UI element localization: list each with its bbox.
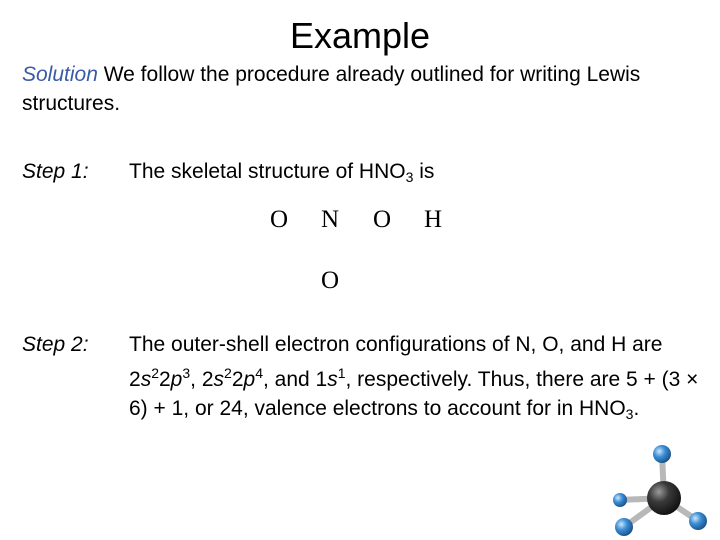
solution-text: We follow the procedure already outlined for writing Lewis structures. xyxy=(22,63,641,115)
step1-label: Step 1: xyxy=(22,160,89,183)
step2-orbital-s-1: s xyxy=(140,368,152,391)
molecule-atom-left xyxy=(615,518,633,536)
step2-orbital-s-3: s xyxy=(327,368,338,391)
slide-title: Example xyxy=(289,15,431,56)
step2-exp-2: 3 xyxy=(182,365,191,381)
step1-text xyxy=(129,157,704,192)
step2-part-4: 2 xyxy=(231,368,244,391)
step2-end: . xyxy=(633,397,640,420)
step1-text-main: The skeletal structure of HNO xyxy=(129,160,406,183)
skeleton-atom-h: H xyxy=(423,206,443,233)
molecule-atom-back xyxy=(613,493,627,507)
step2-exp-1: 2 xyxy=(151,365,159,381)
skeleton-atom-o1: O xyxy=(269,206,289,233)
molecule-model-icon xyxy=(600,440,715,540)
step2-subscript: 3 xyxy=(625,406,634,422)
step2-part-2: 2 xyxy=(158,368,171,391)
step2-exp-4: 4 xyxy=(255,365,263,381)
step2-part-5: , and 1 xyxy=(262,368,328,391)
solution-paragraph xyxy=(22,60,702,118)
skeleton-atom-o3: O xyxy=(320,267,340,294)
molecule-atom-center xyxy=(647,481,681,515)
skeleton-atom-n: N xyxy=(320,206,340,233)
molecule-atom-right xyxy=(689,512,707,530)
step2-text xyxy=(129,330,704,429)
step1-subscript: 3 xyxy=(405,169,414,185)
step2-exp-3: 2 xyxy=(224,365,232,381)
step2-exp-5: 1 xyxy=(337,365,346,381)
step2-orbital-p-1: p xyxy=(170,368,183,391)
skeleton-atom-o2: O xyxy=(372,206,392,233)
molecule-atom-top xyxy=(653,445,671,463)
step2-orbital-s-2: s xyxy=(213,368,225,391)
step2-part-1: The outer-shell electron configurations of N, O, and H are 2 xyxy=(129,333,663,391)
step2-orbital-p-2: p xyxy=(243,368,256,391)
step2-part-6: , respectively. Thus, there are 5 + (3 × 6) + 1, or 24, valence electrons to account for in HNO xyxy=(129,368,699,420)
step2-label: Step 2: xyxy=(22,333,89,356)
step2-part-3: , 2 xyxy=(190,368,214,391)
step1-text-end: is xyxy=(413,160,435,183)
solution-label: Solution xyxy=(22,63,98,86)
